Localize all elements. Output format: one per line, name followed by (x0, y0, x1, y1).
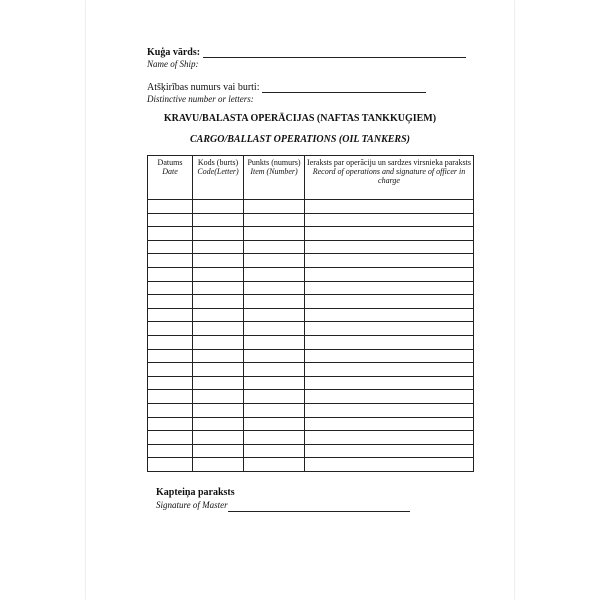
item-cell[interactable] (244, 200, 305, 214)
col-item-lv: Punkts (numurs) (247, 158, 301, 167)
code-cell[interactable] (193, 444, 244, 458)
date-cell[interactable] (148, 240, 193, 254)
distinctive-label-en: Distinctive number or letters: (147, 94, 254, 104)
ship-name-label-en: Name of Ship: (147, 59, 199, 69)
table-row (148, 295, 474, 309)
master-label-en: Signature of Master (156, 500, 228, 510)
record-cell[interactable] (305, 403, 474, 417)
item-cell[interactable] (244, 213, 305, 227)
item-cell[interactable] (244, 308, 305, 322)
code-cell[interactable] (193, 281, 244, 295)
date-cell[interactable] (148, 295, 193, 309)
date-cell[interactable] (148, 267, 193, 281)
code-cell[interactable] (193, 200, 244, 214)
item-cell[interactable] (244, 403, 305, 417)
date-cell[interactable] (148, 458, 193, 472)
date-cell[interactable] (148, 403, 193, 417)
record-cell[interactable] (305, 417, 474, 431)
col-record (305, 156, 474, 200)
table-row (148, 431, 474, 445)
code-cell[interactable] (193, 363, 244, 377)
date-cell[interactable] (148, 417, 193, 431)
record-cell[interactable] (305, 444, 474, 458)
table-row (148, 335, 474, 349)
table-row (148, 308, 474, 322)
master-signature-field[interactable] (156, 487, 410, 512)
item-cell[interactable] (244, 390, 305, 404)
record-cell[interactable] (305, 390, 474, 404)
date-cell[interactable] (148, 308, 193, 322)
item-cell[interactable] (244, 227, 305, 241)
date-cell[interactable] (148, 335, 193, 349)
item-cell[interactable] (244, 295, 305, 309)
date-cell[interactable] (148, 254, 193, 268)
date-cell[interactable] (148, 390, 193, 404)
record-cell[interactable] (305, 213, 474, 227)
table-row (148, 458, 474, 472)
col-record-en: Record of operations and signature of officer in charge (312, 167, 466, 185)
code-cell[interactable] (193, 213, 244, 227)
item-cell[interactable] (244, 349, 305, 363)
date-cell[interactable] (148, 376, 193, 390)
table-row (148, 349, 474, 363)
date-cell[interactable] (148, 281, 193, 295)
record-cell[interactable] (305, 431, 474, 445)
record-cell[interactable] (305, 308, 474, 322)
record-cell[interactable] (305, 200, 474, 214)
table-row (148, 213, 474, 227)
record-cell[interactable] (305, 349, 474, 363)
item-cell[interactable] (244, 335, 305, 349)
col-item-en: Item (Number) (250, 167, 298, 176)
code-cell[interactable] (193, 254, 244, 268)
table-row (148, 227, 474, 241)
item-cell[interactable] (244, 431, 305, 445)
table-row (148, 200, 474, 214)
col-code-en: Code(Letter) (197, 167, 239, 176)
item-cell[interactable] (244, 281, 305, 295)
col-date-en: Date (162, 167, 178, 176)
distinctive-label: Atšķirības numurs vai burti: (147, 82, 260, 93)
title-en: CARGO/BALLAST OPERATIONS (OIL TANKERS) (190, 134, 410, 145)
code-cell[interactable] (193, 390, 244, 404)
table-row (148, 390, 474, 404)
item-cell[interactable] (244, 254, 305, 268)
code-cell[interactable] (193, 267, 244, 281)
record-cell[interactable] (305, 363, 474, 377)
item-cell[interactable] (244, 444, 305, 458)
table-row (148, 267, 474, 281)
master-label: Kapteiņa paraksts (156, 487, 235, 498)
date-cell[interactable] (148, 349, 193, 363)
table-row (148, 240, 474, 254)
distinctive-line[interactable] (262, 83, 426, 93)
date-cell[interactable] (148, 363, 193, 377)
table-row (148, 417, 474, 431)
col-code (193, 156, 244, 200)
master-signature-line[interactable] (228, 502, 410, 512)
date-cell[interactable] (148, 227, 193, 241)
record-cell[interactable] (305, 322, 474, 336)
table-row (148, 403, 474, 417)
date-cell[interactable] (148, 322, 193, 336)
code-cell[interactable] (193, 308, 244, 322)
code-cell[interactable] (193, 417, 244, 431)
form-page (86, 0, 514, 600)
operations-table-body (148, 200, 474, 472)
item-cell[interactable] (244, 458, 305, 472)
record-cell[interactable] (305, 240, 474, 254)
code-cell[interactable] (193, 458, 244, 472)
item-cell[interactable] (244, 267, 305, 281)
ship-name-field[interactable] (147, 47, 466, 70)
item-cell[interactable] (244, 240, 305, 254)
table-header-row (148, 156, 474, 200)
col-date-lv: Datums (157, 158, 183, 167)
col-code-lv: Kods (burts) (197, 158, 239, 167)
code-cell[interactable] (193, 349, 244, 363)
table-row (148, 254, 474, 268)
col-date (148, 156, 193, 200)
date-cell[interactable] (148, 444, 193, 458)
ship-name-label: Kuģa vārds: (147, 47, 201, 58)
date-cell[interactable] (148, 200, 193, 214)
record-cell[interactable] (305, 254, 474, 268)
distinctive-field[interactable] (147, 82, 426, 105)
code-cell[interactable] (193, 431, 244, 445)
table-row (148, 363, 474, 377)
col-item (244, 156, 305, 200)
record-cell[interactable] (305, 295, 474, 309)
item-cell[interactable] (244, 417, 305, 431)
col-record-lv: Ieraksts par operāciju un sardzes virsnieka paraksts (307, 158, 471, 167)
table-row (148, 444, 474, 458)
record-cell[interactable] (305, 227, 474, 241)
code-cell[interactable] (193, 227, 244, 241)
table-row (148, 376, 474, 390)
code-cell[interactable] (193, 295, 244, 309)
operations-table (147, 155, 474, 472)
record-cell[interactable] (305, 335, 474, 349)
code-cell[interactable] (193, 322, 244, 336)
code-cell[interactable] (193, 403, 244, 417)
record-cell[interactable] (305, 281, 474, 295)
record-cell[interactable] (305, 267, 474, 281)
record-cell[interactable] (305, 458, 474, 472)
ship-name-line[interactable] (203, 48, 466, 58)
date-cell[interactable] (148, 431, 193, 445)
table-row (148, 281, 474, 295)
code-cell[interactable] (193, 240, 244, 254)
item-cell[interactable] (244, 376, 305, 390)
date-cell[interactable] (148, 213, 193, 227)
table-row (148, 322, 474, 336)
code-cell[interactable] (193, 376, 244, 390)
code-cell[interactable] (193, 335, 244, 349)
title-lv: KRAVU/BALASTA OPERĀCIJAS (NAFTAS TANKKUĢIEM) (163, 113, 437, 124)
item-cell[interactable] (244, 363, 305, 377)
record-cell[interactable] (305, 376, 474, 390)
item-cell[interactable] (244, 322, 305, 336)
